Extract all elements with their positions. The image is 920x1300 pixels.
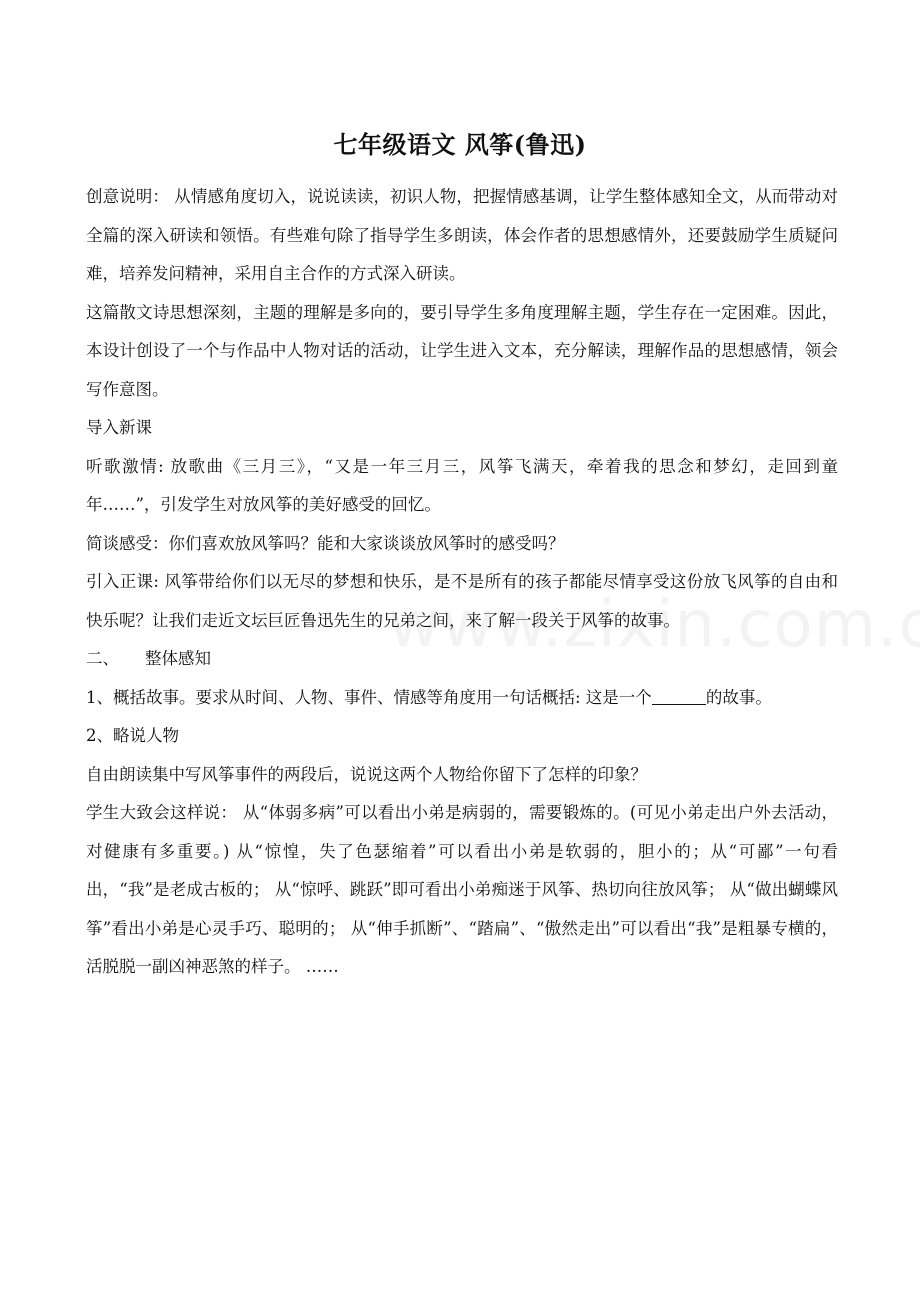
fill-in-blank	[652, 688, 706, 705]
paragraph-song: 听歌激情: 放歌曲《三月三》，“又是一年三月三，风筝飞满天，牵着我的思念和梦幻，走回到童年……”，引发学生对放风筝的美好感受的回忆。	[86, 456, 838, 514]
item1-end: 的故事。	[705, 687, 772, 707]
document-body	[86, 178, 838, 987]
section-heading-overview	[86, 640, 838, 679]
paragraph-reading-task: 自由朗读集中写风筝事件的两段后，说说这两个人物给你留下了怎样的印象？	[86, 764, 647, 784]
paragraph-design-note: 这篇散文诗思想深刻，主题的理解是多向的，要引导学生多角度理解主题，学生存在一定困难。因此，本设计创设了一个与作品中人物对话的活动，让学生进入文本，充分解读，理解作品的思想感情，领会写作意图。	[86, 302, 838, 399]
paragraph-feelings: 简谈感受：你们喜欢放风筝吗？能和大家谈谈放风筝时的感受吗？	[86, 533, 565, 553]
item-summarize-story	[86, 679, 838, 718]
section-number: 二、	[86, 649, 119, 668]
item-characters: 2、略说人物	[86, 726, 179, 745]
document-title: 七年级语文 风筝(鲁迅)	[333, 130, 587, 159]
section-heading-intro: 导入新课	[86, 418, 152, 437]
item1-text: 1、概括故事。要求从时间、人物、事件、情感等角度用一句话概括: 这是一个	[86, 687, 652, 707]
paragraph-creative-note: 创意说明： 从情感角度切入，说说读读，初识人物，把握情感基调，让学生整体感知全文，从而带动对全篇的深入研读和领悟。有些难句除了指导学生多朗读，体会作者的思想感情外，还要鼓励学生质疑问难，培养发问精神，采用自主合作的方式深入研读。	[86, 187, 838, 283]
paragraph-student-responses: 学生大致会这样说： 从“体弱多病”可以看出小弟是病弱的，需要锻炼的。(可见小弟走出户外去活动，对健康有多重要。) 从“惊惶，失了色瑟缩着”可以看出小弟是软弱的，胆小的；从“可鄙”一句看出，“我”是老成古板的； 从“惊呼、跳跃”即可看出小弟痴迷于风筝、热切向往放风筝； 从“做出蝴蝶风筝”看出小弟是心灵手巧、聪明的； 从“伸手抓断”、“踏扁”、“傲然走出”可以看出“我”是粗暴专横的，活脱脱一副凶神恶煞的样子。 ……	[86, 803, 838, 976]
paragraph-lead-in: 引入正课: 风筝带给你们以无尽的梦想和快乐，是不是所有的孩子都能尽情享受这份放飞风筝的自由和快乐呢？让我们走近文坛巨匠鲁迅先生的兄弟之间，来了解一段关于风筝的故事。	[86, 572, 838, 630]
section-title: 整体感知	[145, 649, 211, 668]
